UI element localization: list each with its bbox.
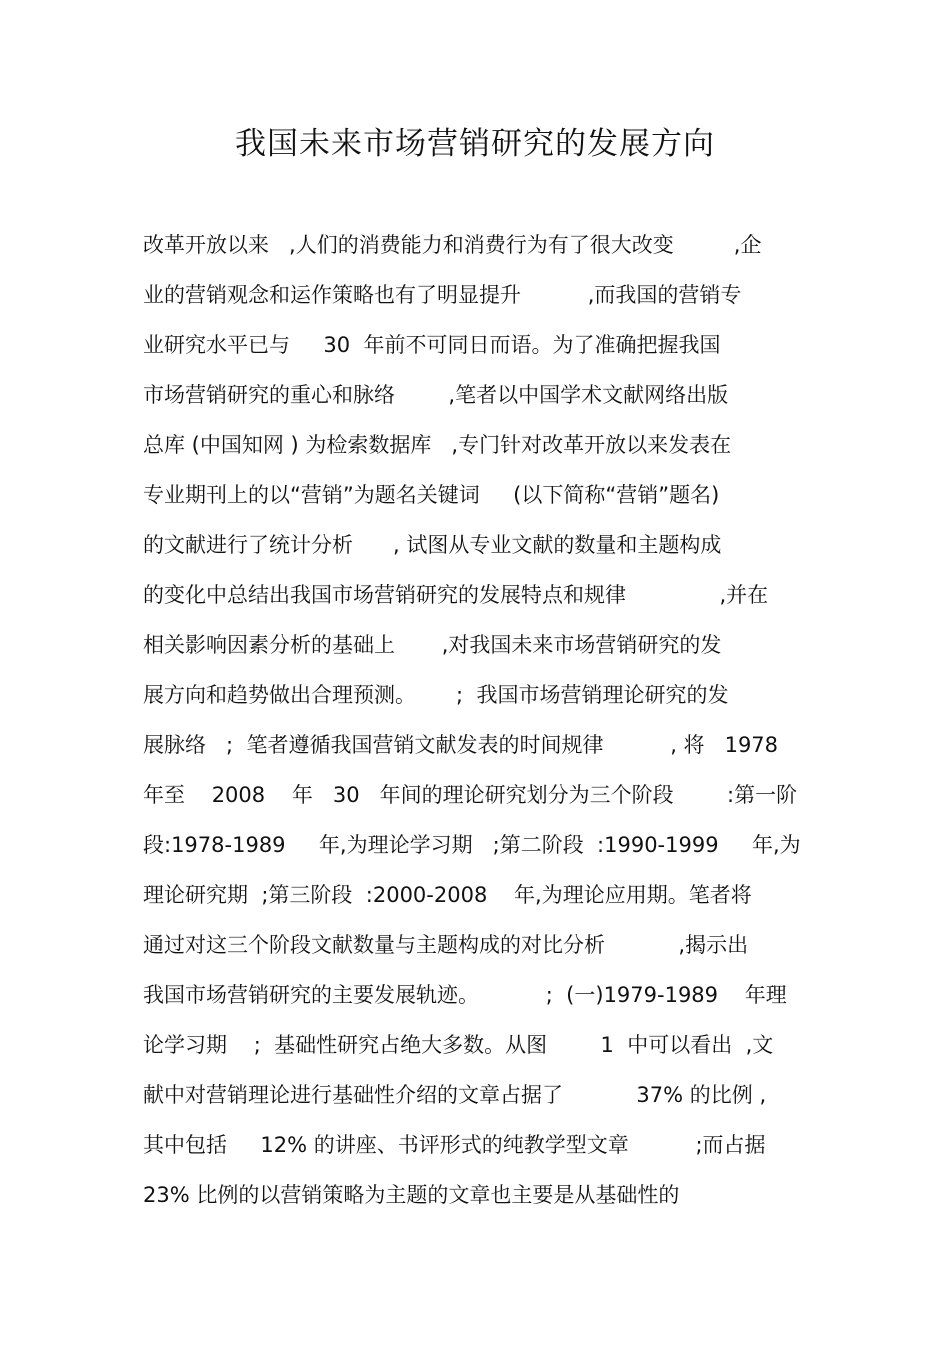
text-line: 专业期刊上的以“营销”为题名关键词 (以下简称“营销”题名) [143, 483, 720, 507]
document-title: 我国未来市场营销研究的发展方向 [235, 126, 715, 162]
text-line: 年至 2008 年 30 年间的理论研究划分为三个阶段 :第一阶 [143, 783, 798, 807]
text-line: 我国市场营销研究的主要发展轨迹。 ; (一)1979-1989 年理 [143, 983, 787, 1007]
body-paragraph [143, 225, 823, 1225]
text-line: 其中包括 12% 的讲座、书评形式的纯教学型文章 ;而占据 [143, 1133, 766, 1157]
text-line: 的文献进行了统计分析 , 试图从专业文献的数量和主题构成 [143, 533, 722, 557]
text-line: 市场营销研究的重心和脉络 ,笔者以中国学术文献网络出版 [143, 383, 729, 407]
text-line: 的变化中总结出我国市场营销研究的发展特点和规律 ,并在 [143, 583, 769, 607]
text-line: 改革开放以来 ,人们的消费能力和消费行为有了很大改变 ,企 [143, 233, 762, 257]
text-line: 献中对营销理论进行基础性介绍的文章占据了 37% 的比例 , [143, 1083, 767, 1107]
text-line: 相关影响因素分析的基础上 ,对我国未来市场营销研究的发 [143, 633, 722, 657]
text-line: 23% 比例的以营销策略为主题的文章也主要是从基础性的 [143, 1183, 680, 1207]
text-line: 段:1978-1989 年,为理论学习期 ;第二阶段 :1990-1999 年,为 [143, 833, 801, 857]
text-line: 通过对这三个阶段文献数量与主题构成的对比分析 ,揭示出 [143, 933, 749, 957]
text-line: 总库 (中国知网 ) 为检索数据库 ,专门针对改革开放以来发表在 [143, 433, 732, 457]
text-line: 业的营销观念和运作策略也有了明显提升 ,而我国的营销专 [143, 283, 742, 307]
text-line: 展方向和趋势做出合理预测。 ; 我国市场营销理论研究的发 [143, 683, 729, 707]
text-line: 业研究水平已与 30 年前不可同日而语。为了准确把握我国 [143, 333, 721, 357]
text-line: 理论研究期 ;第三阶段 :2000-2008 年,为理论应用期。笔者将 [143, 883, 752, 907]
text-line: 论学习期 ; 基础性研究占绝大多数。从图 1 中可以看出 ,文 [143, 1033, 774, 1057]
text-line: 展脉络 ; 笔者遵循我国营销文献发表的时间规律 , 将 1978 [143, 733, 779, 757]
